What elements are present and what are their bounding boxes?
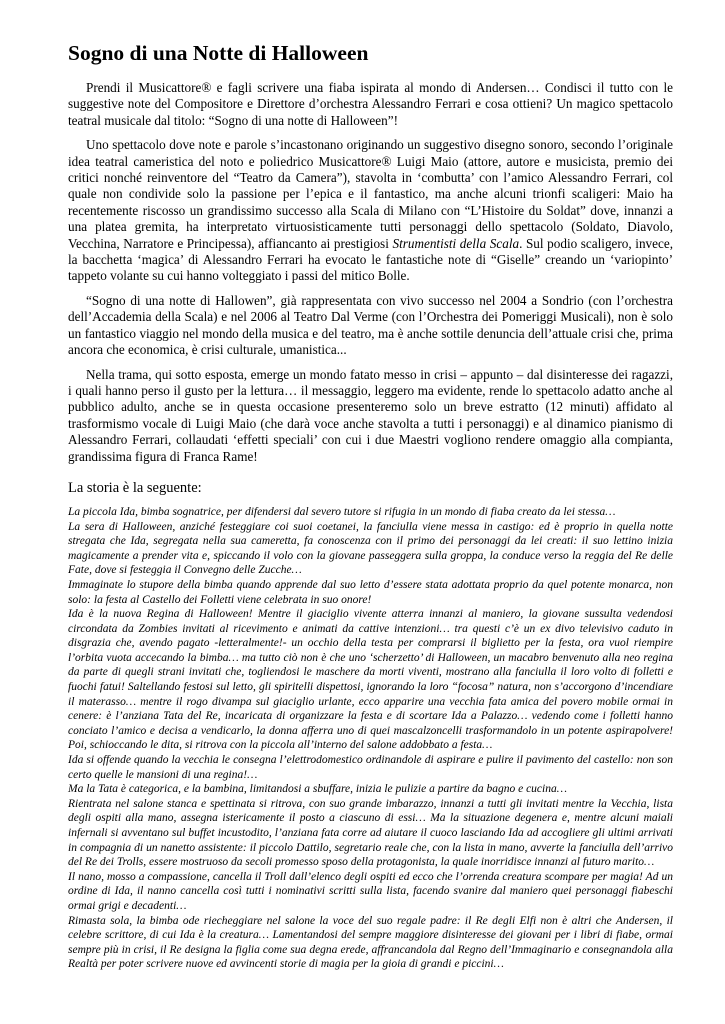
paragraph-plot <box>68 367 673 465</box>
italic-phrase: Strumentisti della Scala <box>392 235 520 251</box>
story-paragraph: Rimasta sola, la bimba ode riecheggiare nel salone la voce del suo regale padre: il Re degli Elfi non è altri che Andersen, il celebre scrittore, di cui Ida è la creatura… Lamentandosi del sempre maggiore disinteresse dei giovani per i libri di fiabe, ormai sempre più in crisi, il Re designa la figlia come sua degna erede, affrancandola dal Regno dell’Immaginario e consegnandola alla Realtà per poter scrivere nuove ed avvincenti storie di magia per la gioia di grandi e piccini… <box>68 914 673 971</box>
paragraph-show-text: Uno spettacolo dove note e parole s’incastonano originando un suggestivo disegno sonoro, secondo l’originale idea teatral cameristica del noto e poliedrico Musicattore® Luigi Maio (attore, autore e musicista, premio dei critici nonché reinventore del “Teatro da Camera”), stavolta in ‘combutta’ con l’amico Alessandro Ferrari, col quale non condivide solo la passione per l’epica e il fantastico, ma anche alcuni trionfi scaligeri: Maio ha recentemente riscosso un grandissimo successo alla Scala di Milano con “L’Histoire du Soldat” dove, innanzi a una platea gremita, ha interpretato virtuosisticamente tutti personaggi dello spettacolo (Soldato, Diavolo, Vecchina, Narratore e Principessa), affiancanto ai prestigiosi <box>68 137 673 251</box>
story-paragraph: Ma la Tata è categorica, e la bambina, limitandosi a sbuffare, inizia le pulizie a partire da bagno e cucina… <box>68 783 567 796</box>
paragraph-show <box>68 137 673 285</box>
paragraph-show-text-end: . Sul podio scaligero, invece, la bacchetta ‘magica’ di Alessandro Ferrari ha evocato le fantastiche note di “Giselle” creando un ‘variopinto’ tappeto volante su cui hanno volteggiato i passi del mitico Bolle. <box>68 235 673 284</box>
story-paragraph: Rientrata nel salone stanca e spettinata si ritrova, con suo grande imbarazzo, innanzi a tutti gli invitati mentre la Vecchia, lista degli ospiti alla mano, assegna istericamente il posto a ciascuno di essi… Ma la situazione degenera e, mentre alcuni maiali infernali si avventano sul buffet incustodito, l’anziana fata corre ad aiutare il cuoco lasciando Ida ad accogliere gli ultimi arrivati in compagnia di un nanetto assistente: il piccolo Dattilo, segretario reale che, con la lista in mano, avverte la fanciulla dell’arrivo del Re dei Trolls, essere mostruoso da secoli promesso sposo della protagonista, la quale inorridisce innanzi al futuro marito… <box>68 797 673 869</box>
story-heading: La storia è la seguente: <box>68 479 202 496</box>
story-paragraph: La sera di Halloween, anziché festeggiare coi suoi coetanei, la fanciulla viene messa in castigo: ed è proprio in quella notte stregata che Ida, segregata nella sua cameretta, fa conoscenza con il primo dei personaggi da lei creati: il suo lettino inizia magicamente a prender vita e, spiccando il volo con la giovane passeggera sulla groppa, la conduce verso la reggia del Re delle Fate, dove si festeggia il Convegno delle Zucche… <box>68 520 673 577</box>
intro-paragraph <box>68 80 673 129</box>
story-paragraph: Il nano, mosso a compassione, cancella il Troll dall’elenco degli ospiti ed ecco che l’orrenda creatura scompare per magia! Ad un ordine di Ida, il nanno cancella così tutti i nominativi scritti sulla lista, facendo svanire dal maniero quei personaggi fiabeschi ormai grigi e decadenti… <box>68 870 673 912</box>
paragraph-history-text: “Sogno di una notte di Hallowen”, già rappresentata con vivo successo nel 2004 a Sondrio (con l’orchestra dell’Accademia della Scala) e nel 2006 al Teatro Dal Verme (con l’Orchestra dei Pomeriggi Musicali), non è solo un fantastico viaggio nel mondo della musica e del teatro, ma è anche sottile denuncia dell’attuale crisi che, prima ancora che economica, è crisi culturale, umanistica... <box>68 292 673 358</box>
intro-paragraph-text: Prendi il Musicattore® e fagli scrivere una fiaba ispirata al mondo di Andersen… Condisci il tutto con le suggestive note del Compositore e Direttore d’orchestra Alessandro Ferrari e cosa ottieni? Un magico spettacolo teatral musicale dal titolo: “Sogno di una notte di Halloween”! <box>68 80 673 128</box>
story-paragraph: Ida si offende quando la vecchia le consegna l’elettrodomestico ordinandole di aspirare e pulire il pavimento del castello: non son certo quelle le mansioni di una regina!… <box>68 754 673 781</box>
page-title: Sogno di una Notte di Halloween <box>68 41 369 65</box>
story-paragraph: Immaginate lo stupore della bimba quando apprende dal suo letto d’essere stata adottata proprio da quel potente monarca, non solo: la festa al Castello dei Folletti viene celebrata in suo onore! <box>68 578 673 606</box>
story-text <box>68 505 673 972</box>
paragraph-history <box>68 293 673 359</box>
story-paragraph: Ida è la nuova Regina di Halloween! Mentre il giaciglio vivente atterra innanzi al maniero, la giovane sussulta vedendosi circondata da Zombies invitati al ricevimento e animati da cattive intenzioni… tra questi c’è un ex divo televisivo caduto in disgrazia che, avendo pagato -letteralmente!- un occhio della testa per comprarsi il biglietto per la festa, ora vuol riempire l’orbita vuota accecando la bimba… ma tutto ciò non è che uno ‘scherzetto’ di Halloween, un macabro benvenuto alla neo regina da parte di quegli strani invitati che, togliendosi le maschere da morti viventi, mostrano alla fanciulla il loro volto di folletti e fuochi fatui! Saltellando festosi sul letto, gli spiritelli dispettosi, ignorando la loro “focosa” natura, non s’accorgono d’incendiare il materasso… mentre il rogo divampa sul giaciglio urlante, ecco apparire una vecchia fata amica del povero mobile ormai in cenere: è l’anziana Tata del Re, incaricata di organizzare la festa e di scortare Ida a Palazzo… vedendo come i folletti hanno conciato l’amico e decisa a vendicarlo, la donna afferra uno di quei mascalzoncelli trasformandolo in un potente aspirapolvere! Poi, schioccando le dita, si ritrova con la piccola all’interno del salone addobbato a festa… <box>68 608 673 752</box>
story-paragraph: La piccola Ida, bimba sognatrice, per difendersi dal severo tutore si rifugia in un mondo di fiaba creato da lei stessa… <box>68 505 616 518</box>
paragraph-plot-text: Nella trama, qui sotto esposta, emerge un mondo fatato messo in crisi – appunto – dal disinteresse dei ragazzi, i quali hanno perso il gusto per la lettura… il messaggio, leggero ma evidente, rende lo spettacolo adatto anche al pubblico adulto, anche se in questa occasione presenteremo solo un breve estratto (12 minuti) affidato al trasformismo vocale di Luigi Maio (che darà voce anche stavolta a tutti i personaggi) e al dinamico pianismo di Alessandro Ferrari, collaudati ‘effetti speciali’ con cui i due Maestri vogliono rendere omaggio alla compianta, grandissima figura di Franca Rame! <box>68 366 673 464</box>
